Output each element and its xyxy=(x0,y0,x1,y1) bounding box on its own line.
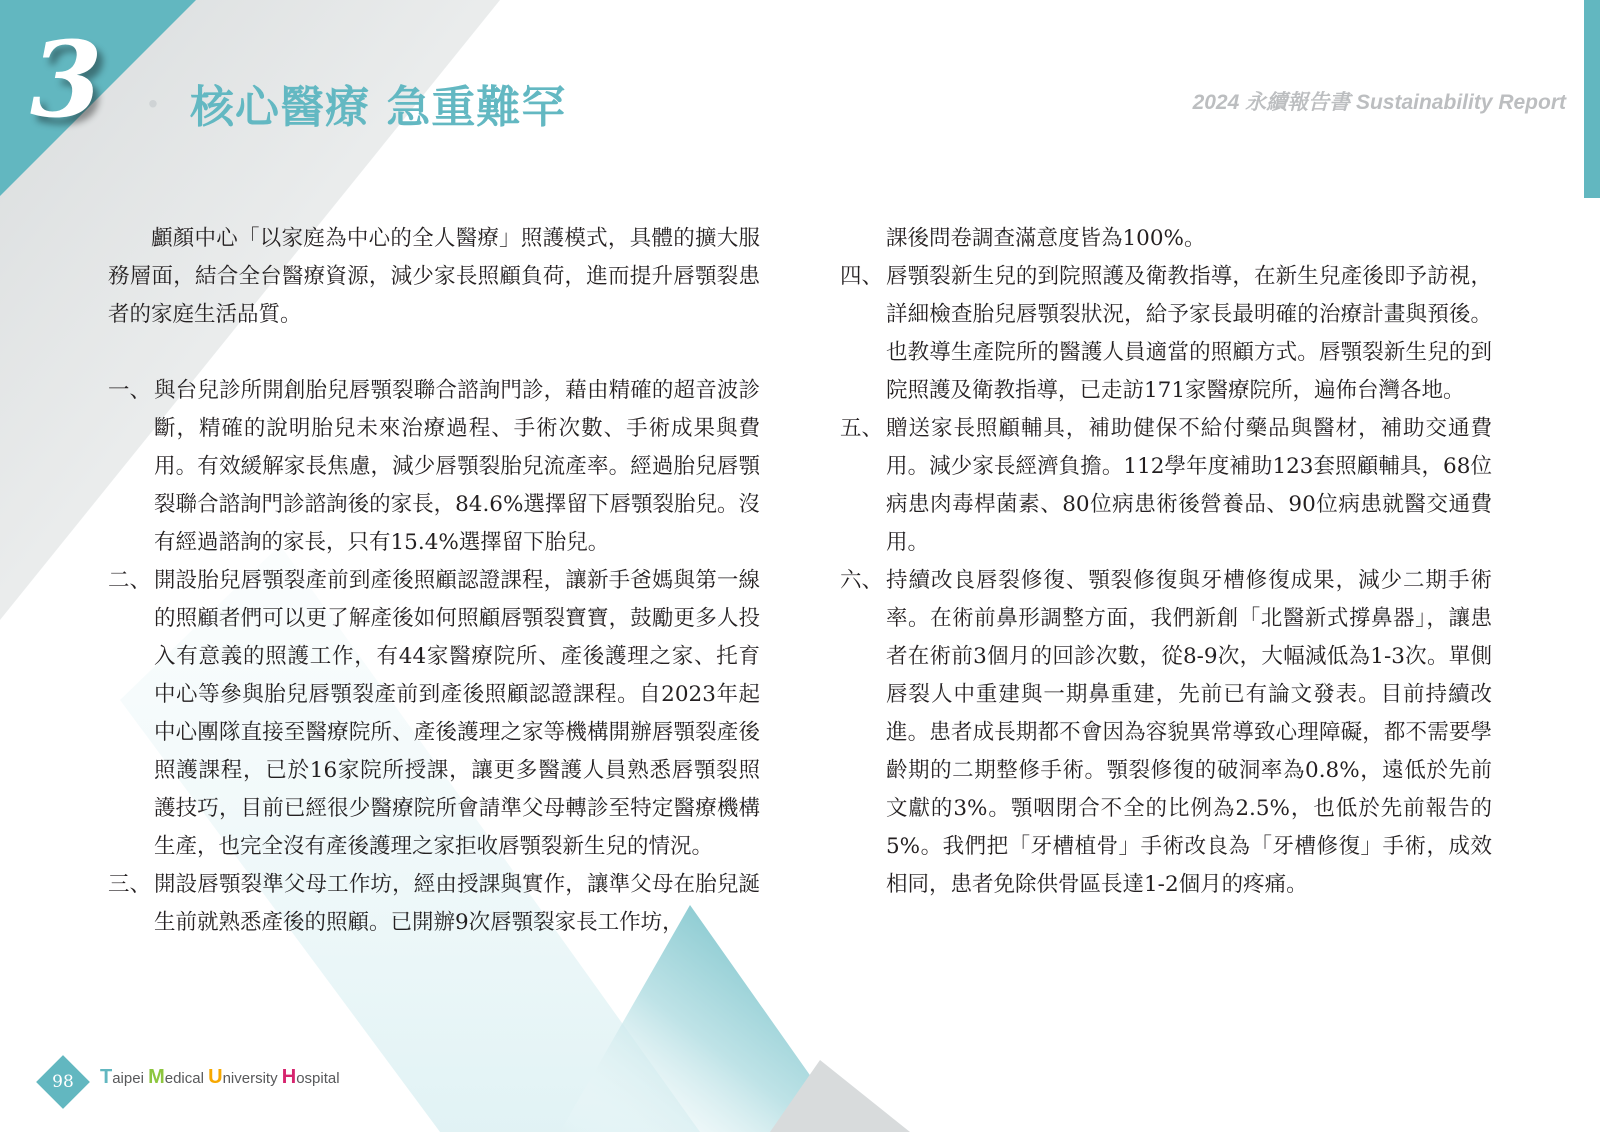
list-item-text: 持續改良唇裂修復、顎裂修復與牙槽修復成果，減少二期手術率。在術前鼻形調整方面，我們新創「北醫新式撐鼻器」，讓患者在術前3個月的回診次數，從8-9次，大幅減低為1-3次。單側唇裂人中重建與一期鼻重建，先前已有論文發表。目前持續改進。患者成長期都不會因為容貌異常導致心理障礙，都不需要學齡期的二期整修手術。顎裂修復的破洞率為0.8%，遠低於先前文獻的3%。顎咽閉合不全的比例為2.5%，也低於先前報告的5%。我們把「牙槽植骨」手術改良為「牙槽修復」手術，成效相同，患者免除供骨區長達1-2個月的疼痛。 xyxy=(886,568,1492,897)
list-item-3-continuation: 課後問卷調查滿意度皆為100%。 xyxy=(886,226,1206,251)
chapter-number: 3 xyxy=(30,18,103,141)
chapter-number-dot: . xyxy=(146,70,160,117)
edge-tab xyxy=(1584,0,1600,198)
list-item-4 xyxy=(840,258,1492,410)
intro-paragraph: 顱顏中心「以家庭為中心的全人醫療」照護模式，具體的擴大服務層面，結合全台醫療資源，減少家長照顧負荷，進而提升唇顎裂患者的家庭生活品質。 xyxy=(108,226,760,327)
list-item-text: 與台兒診所開創胎兒唇顎裂聯合諮詢門診，藉由精確的超音波診斷，精確的說明胎兒未來治療過程、手術次數、手術成果與費用。有效緩解家長焦慮，減少唇顎裂胎兒流產率。經過胎兒唇顎裂聯合諮詢門診諮詢後的家長，84.6%選擇留下唇顎裂胎兒。沒有經過諮詢的家長，只有15.4%選擇留下胎兒。 xyxy=(154,378,760,555)
report-title: 2024 永續報告書 Sustainability Report xyxy=(1192,91,1566,114)
list-item-text: 贈送家長照顧輔具，補助健保不給付藥品與醫材，補助交通費用。減少家長經濟負擔。112學年度補助123套照顧輔具，68位病患肉毒桿菌素、80位病患術後營養品、90位病患就醫交通費用。 xyxy=(886,416,1492,555)
list-item-5 xyxy=(840,410,1492,562)
list-item-text: 唇顎裂新生兒的到院照護及衛教指導，在新生兒產後即予訪視，詳細檢查胎兒唇顎裂狀況，給予家長最明確的治療計畫與預後。也教導生產院所的醫護人員適當的照顧方式。唇顎裂新生兒的到院照護及衛教指導，已走訪171家醫療院所，遍佈台灣各地。 xyxy=(886,264,1492,403)
list-item-text: 開設胎兒唇顎裂產前到產後照顧認證課程，讓新手爸媽與第一線的照顧者們可以更了解產後如何照顧唇顎裂寶寶，鼓勵更多人投入有意義的照護工作，有44家醫療院所、產後護理之家、托育中心等參與胎兒唇顎裂產前到產後照顧認證課程。自2023年起中心團隊直接至醫療院所、產後護理之家等機構開辦唇顎裂產後照護課程，已於16家院所授課，讓更多醫護人員熟悉唇顎裂照護技巧，目前已經很少醫療院所會請準父母轉診至特定醫療機構生產，也完全沒有產後護理之家拒收唇顎裂新生兒的情況。 xyxy=(154,568,760,859)
paragraph-gap xyxy=(108,334,760,372)
list-item-label: 三、 xyxy=(108,872,152,897)
list-item-label: 六、 xyxy=(840,568,884,593)
list-item-text: 開設唇顎裂準父母工作坊，經由授課與實作，讓準父母在胎兒誕生前就熟悉產後的照顧。已開辦9次唇顎裂家長工作坊， xyxy=(154,872,760,935)
list-item-label: 二、 xyxy=(108,568,152,593)
chapter-title: 核心醫療 急重難罕 xyxy=(190,82,567,133)
list-item-2 xyxy=(108,562,760,866)
list-item-6 xyxy=(840,562,1492,904)
list-item-label: 一、 xyxy=(108,378,152,403)
list-item-1 xyxy=(108,372,760,562)
page-number: 98 xyxy=(52,1072,74,1092)
list-item-label: 五、 xyxy=(840,416,884,441)
hospital-logo-text: Taipei Medical University Hospital xyxy=(100,1066,340,1088)
list-item-label: 四、 xyxy=(840,264,884,289)
left-column xyxy=(108,220,760,942)
right-column xyxy=(840,220,1492,904)
list-item-3 xyxy=(108,866,760,942)
